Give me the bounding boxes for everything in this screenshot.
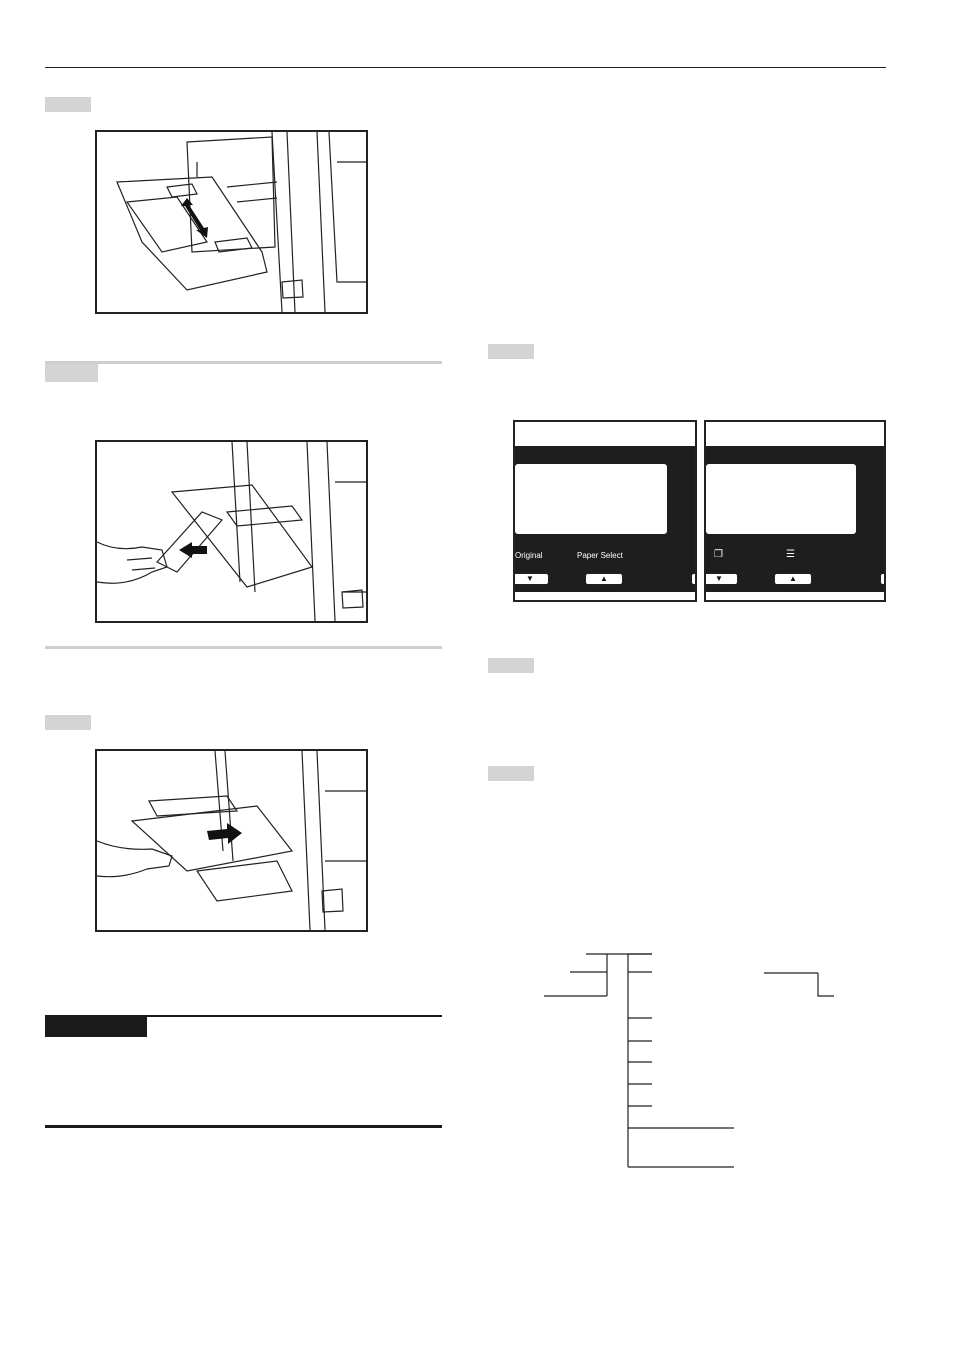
section-rule-top: [45, 361, 442, 364]
paper-insertion-illustration: [97, 751, 366, 930]
original-key[interactable]: [513, 573, 549, 585]
figure-pull-extension: [95, 440, 368, 623]
step-tab-5: [488, 658, 534, 673]
note-rule-bottom: [45, 1125, 442, 1128]
printer-tray-illustration: [97, 132, 366, 312]
section-rule-bottom: [45, 646, 442, 649]
paper-select-key[interactable]: [585, 573, 623, 585]
label-paper-select: Paper Select: [577, 551, 623, 560]
next-key[interactable]: [880, 573, 886, 585]
paper-stack-icon: ☰: [786, 549, 795, 560]
step-tab-2: [45, 364, 98, 382]
next-key[interactable]: [691, 573, 697, 585]
step-tab-3: [45, 715, 91, 730]
step-tab-4: [488, 344, 534, 359]
original-key[interactable]: [704, 573, 738, 585]
operation-panel-icons: [704, 420, 886, 602]
operation-panel-text: [513, 420, 697, 602]
arrow-up-icon: ▲: [600, 574, 608, 583]
note-tab: [45, 1017, 147, 1037]
figure-insert-paper: [95, 749, 368, 932]
arrow-down-icon: ▼: [715, 574, 723, 583]
header-rule: [45, 67, 886, 68]
more-keys-dots: • • •: [643, 572, 678, 582]
tree-lines: [540, 945, 840, 1175]
step-tab-1: [45, 97, 91, 112]
figure-slide-guides: [95, 130, 368, 314]
page-portrait-icon: ❐: [714, 549, 723, 560]
paper-select-key[interactable]: [774, 573, 812, 585]
message-display: [706, 464, 856, 534]
paper-size-tree-diagram: [540, 945, 840, 1175]
step-tab-6: [488, 766, 534, 781]
arrow-down-icon: ▼: [526, 574, 534, 583]
more-keys-dots: • • •: [832, 572, 867, 582]
tray-extension-illustration: [97, 442, 366, 621]
message-display: [515, 464, 667, 534]
arrow-up-icon: ▲: [789, 574, 797, 583]
label-original: Original: [515, 551, 543, 560]
